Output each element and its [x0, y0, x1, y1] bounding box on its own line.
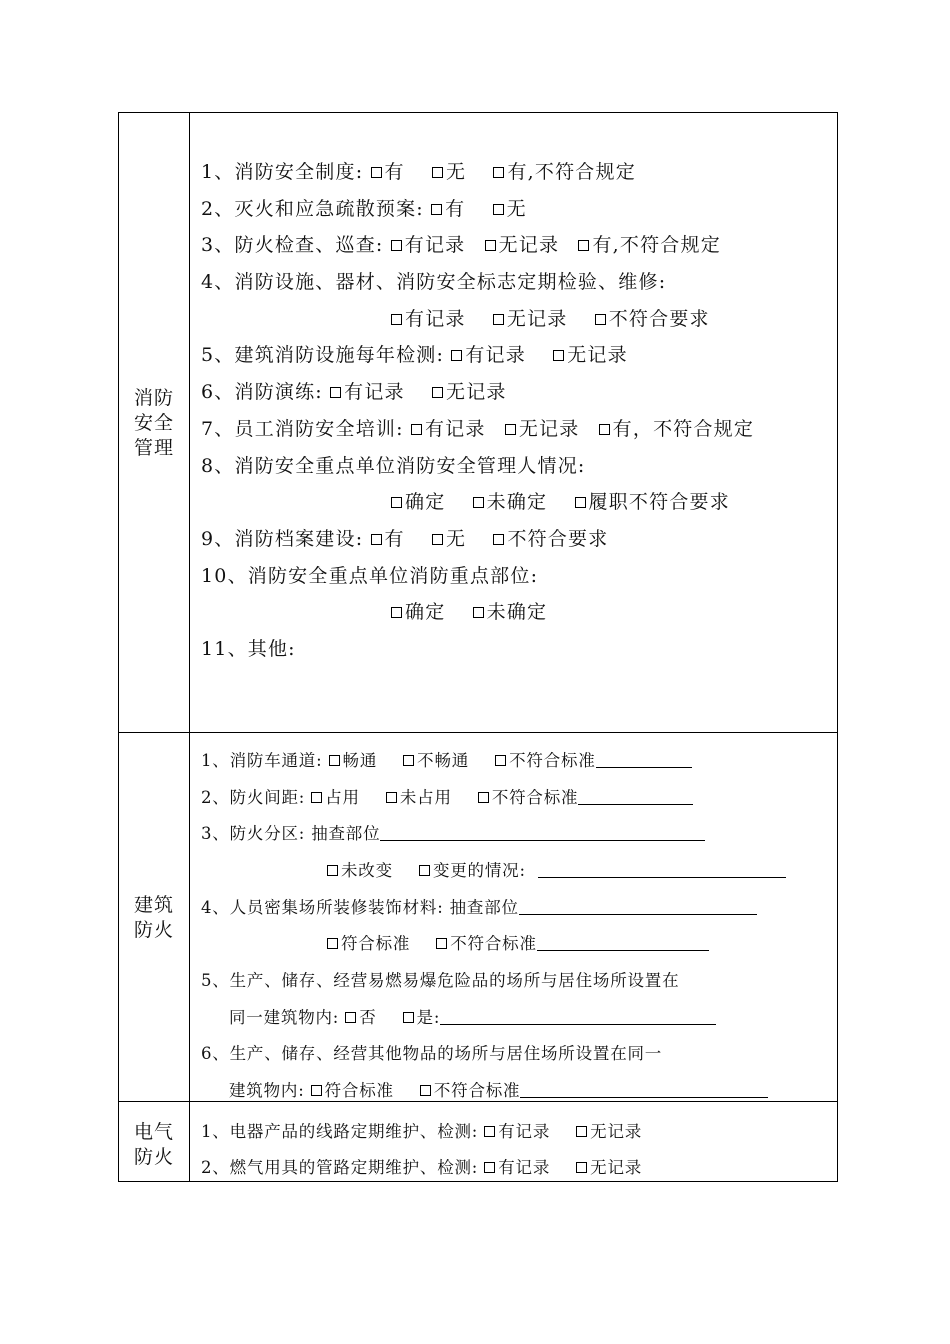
item-row-options [391, 310, 710, 329]
checkbox-option[interactable]: 有记录 [330, 383, 405, 402]
item-row: 4、人员密集场所装修装饰材料: 抽查部位 [201, 900, 757, 917]
row-divider [119, 1101, 837, 1102]
item-row: 6、消防演练: 有记录 无记录 [201, 381, 507, 403]
checkbox-option[interactable]: 有 [371, 530, 405, 549]
checkbox-icon[interactable] [329, 755, 340, 766]
checkbox-icon[interactable] [478, 792, 489, 803]
checkbox-icon[interactable] [484, 1126, 495, 1137]
checkbox-icon[interactable] [432, 387, 443, 398]
checkbox-icon[interactable] [493, 204, 504, 215]
checkbox-option[interactable]: 有，不符合规定 [599, 420, 754, 439]
checkbox-option[interactable]: 无记录 [505, 420, 580, 439]
checkbox-icon[interactable] [493, 314, 504, 325]
checkbox-icon[interactable] [391, 607, 402, 618]
checkbox-icon[interactable] [386, 792, 397, 803]
checkbox-option[interactable]: 变更的情况: [419, 863, 786, 880]
checkbox-icon[interactable] [432, 534, 443, 545]
checkbox-icon[interactable] [391, 497, 402, 508]
fill-in-blank[interactable] [519, 900, 757, 915]
checkbox-option[interactable]: 不符合标准 [436, 936, 709, 953]
checkbox-option[interactable]: 未确定 [473, 603, 548, 622]
checkbox-icon[interactable] [473, 607, 484, 618]
checkbox-icon[interactable] [553, 350, 564, 361]
checkbox-icon[interactable] [431, 204, 442, 215]
checkbox-icon[interactable] [371, 534, 382, 545]
checkbox-option[interactable]: 无 [432, 163, 466, 182]
fill-in-blank[interactable] [440, 1010, 716, 1025]
checkbox-icon[interactable] [576, 1162, 587, 1173]
fill-in-blank[interactable] [537, 936, 709, 951]
checkbox-icon[interactable] [411, 424, 422, 435]
checkbox-icon[interactable] [436, 938, 447, 949]
column-divider [189, 113, 190, 1181]
checkbox-option[interactable]: 有记录 [391, 236, 466, 255]
checkbox-option[interactable]: 有记录 [484, 1160, 550, 1177]
checkbox-icon[interactable] [371, 167, 382, 178]
item-row: 7、员工消防安全培训: 有记录 无记录 有，不符合规定 [201, 418, 755, 440]
row-divider [119, 732, 837, 733]
checkbox-icon[interactable] [578, 240, 589, 251]
item-row: 同一建筑物内: 否 是: [229, 1010, 716, 1027]
checkbox-icon[interactable] [391, 240, 402, 251]
checkbox-option[interactable]: 有 [371, 163, 405, 182]
checkbox-option[interactable]: 无记录 [493, 310, 568, 329]
checkbox-option[interactable]: 有 [431, 200, 465, 219]
item-row: 2、燃气用具的管路定期维护、检测: 有记录 无记录 [201, 1158, 643, 1177]
item-row: 5、建筑消防设施每年检测: 有记录 无记录 [201, 344, 628, 366]
item-row: 10、消防安全重点单位消防重点部位: [201, 565, 539, 587]
checkbox-option[interactable]: 确定 [391, 493, 445, 512]
checkbox-option[interactable]: 无记录 [576, 1124, 642, 1141]
checkbox-option[interactable]: 不符合标准 [495, 753, 692, 770]
checkbox-icon[interactable] [599, 424, 610, 435]
checkbox-icon[interactable] [391, 314, 402, 325]
checkbox-option[interactable]: 履职不符合要求 [575, 493, 730, 512]
checkbox-option[interactable]: 无记录 [576, 1160, 642, 1177]
fill-in-blank[interactable] [538, 863, 786, 878]
checkbox-option[interactable]: 不畅通 [403, 753, 469, 770]
item-row-options [327, 863, 786, 880]
fill-in-blank[interactable] [596, 753, 692, 768]
checkbox-option[interactable]: 否 [345, 1010, 376, 1027]
checkbox-icon[interactable] [576, 1126, 587, 1137]
checkbox-icon[interactable] [505, 424, 516, 435]
checkbox-icon[interactable] [403, 1012, 414, 1023]
checkbox-icon[interactable] [432, 167, 443, 178]
checkbox-icon[interactable] [495, 755, 506, 766]
checkbox-option[interactable]: 符合标准 [311, 1083, 394, 1100]
section-label-electrical-fire-prevention: 电气 防火 [133, 1121, 174, 1168]
item-row: 11、其他: [201, 638, 296, 660]
checkbox-option[interactable]: 不符合标准 [420, 1083, 769, 1100]
section-label-building-fire-prevention: 建筑 防火 [133, 894, 174, 941]
checkbox-icon[interactable] [595, 314, 606, 325]
inspection-form-table [118, 112, 838, 1182]
checkbox-option[interactable]: 确定 [391, 603, 445, 622]
item-row: 4、消防设施、器材、消防安全标志定期检验、维修: [201, 271, 667, 293]
checkbox-option[interactable]: 有,不符合规定 [493, 163, 635, 182]
item-row: 2、防火间距: 占用 未占用 不符合标准 [201, 790, 693, 807]
checkbox-option[interactable]: 不符合要求 [493, 530, 608, 549]
item-row: 1、消防安全制度: 有 无 有,不符合规定 [201, 161, 636, 183]
item-row: 6、生产、储存、经营其他物品的场所与居住场所设置在同一 [201, 1044, 663, 1063]
item-row: 5、生产、储存、经营易燃易爆危险品的场所与居住场所设置在 [201, 971, 680, 990]
checkbox-icon[interactable] [419, 865, 430, 876]
checkbox-option[interactable]: 有记录 [411, 420, 486, 439]
checkbox-icon[interactable] [451, 350, 462, 361]
checkbox-icon[interactable] [493, 167, 504, 178]
fill-in-blank[interactable] [578, 790, 693, 805]
item-row: 3、防火检查、巡查: 有记录 无记录 有,不符合规定 [201, 234, 721, 256]
checkbox-icon[interactable] [330, 387, 341, 398]
fill-in-blank[interactable] [520, 1083, 768, 1098]
checkbox-option[interactable]: 无 [432, 530, 466, 549]
section-label-fire-safety-management: 消防 安全 管理 [133, 387, 174, 459]
checkbox-option[interactable]: 无记录 [432, 383, 507, 402]
checkbox-option[interactable]: 有记录 [451, 346, 526, 365]
checkbox-icon[interactable] [403, 755, 414, 766]
checkbox-option[interactable]: 不符合标准 [478, 790, 694, 807]
item-row: 3、防火分区: 抽查部位 [201, 826, 705, 843]
fill-in-blank[interactable] [380, 826, 705, 841]
checkbox-icon[interactable] [493, 534, 504, 545]
item-row: 9、消防档案建设: 有 无 不符合要求 [201, 528, 609, 550]
item-row: 8、消防安全重点单位消防安全管理人情况: [201, 455, 586, 477]
checkbox-icon[interactable] [327, 865, 338, 876]
checkbox-option[interactable]: 符合标准 [327, 936, 410, 953]
item-row-options [391, 493, 730, 512]
checkbox-option[interactable]: 无记录 [485, 236, 560, 255]
checkbox-option[interactable]: 无 [493, 200, 527, 219]
item-row: 2、灭火和应急疏散预案: 有 无 [201, 198, 527, 220]
checkbox-icon[interactable] [311, 1085, 322, 1096]
item-row: 1、消防车通道: 畅通 不畅通 不符合标准 [201, 753, 692, 770]
checkbox-icon[interactable] [473, 497, 484, 508]
checkbox-option[interactable]: 无记录 [553, 346, 628, 365]
checkbox-icon[interactable] [327, 938, 338, 949]
checkbox-icon[interactable] [485, 240, 496, 251]
checkbox-option[interactable]: 占用 [311, 790, 360, 807]
checkbox-option[interactable]: 有记录 [391, 310, 466, 329]
checkbox-option[interactable]: 未改变 [327, 863, 393, 880]
checkbox-icon[interactable] [311, 792, 322, 803]
checkbox-option[interactable]: 有记录 [484, 1124, 550, 1141]
checkbox-option[interactable]: 未确定 [473, 493, 548, 512]
item-row: 1、电器产品的线路定期维护、检测: 有记录 无记录 [201, 1122, 643, 1141]
checkbox-option[interactable]: 不符合要求 [595, 310, 710, 329]
checkbox-option[interactable]: 是: [403, 1010, 717, 1027]
checkbox-icon[interactable] [575, 497, 586, 508]
checkbox-icon[interactable] [484, 1162, 495, 1173]
checkbox-icon[interactable] [345, 1012, 356, 1023]
item-row-options [327, 936, 709, 953]
item-row: 建筑物内: 符合标准 不符合标准 [229, 1083, 768, 1100]
checkbox-option[interactable]: 有,不符合规定 [578, 236, 720, 255]
item-row-options [391, 603, 547, 622]
checkbox-option[interactable]: 未占用 [386, 790, 452, 807]
checkbox-icon[interactable] [420, 1085, 431, 1096]
checkbox-option[interactable]: 畅通 [329, 753, 378, 770]
